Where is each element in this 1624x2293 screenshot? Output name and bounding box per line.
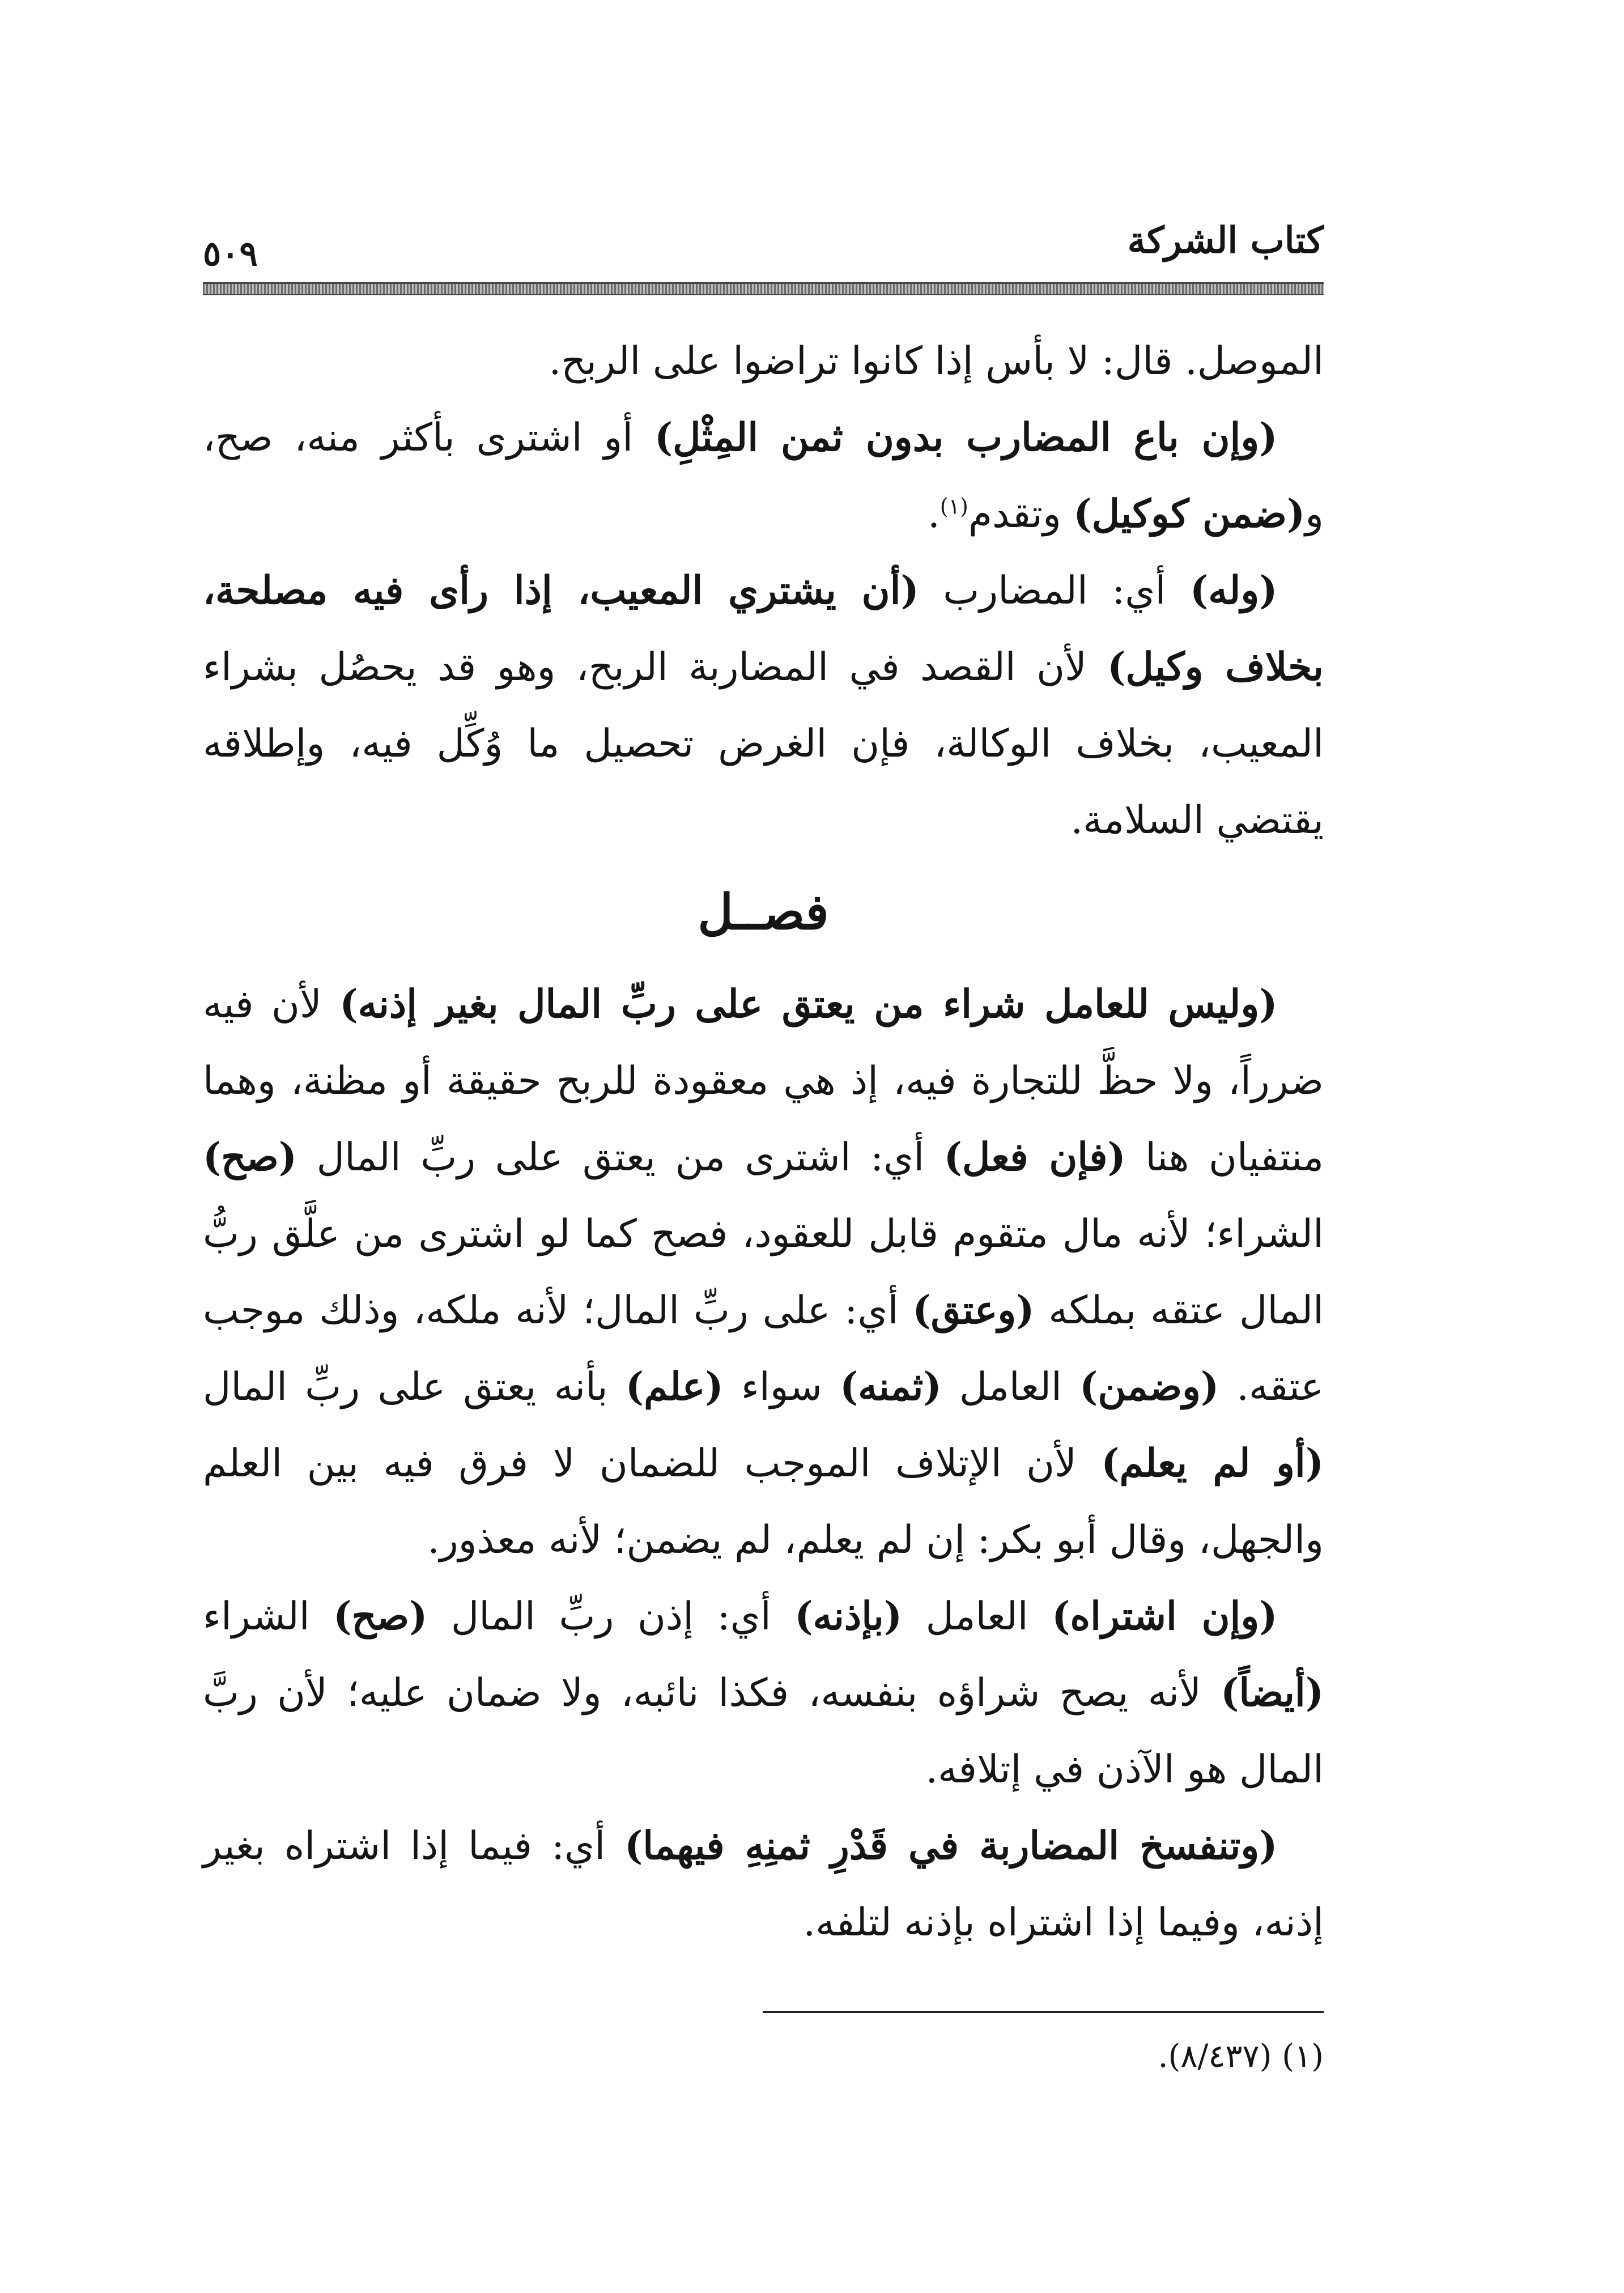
sharh-text: لأن القصد في المضاربة الربح، وهو قد يحصُل بشراء المعيب، بخلاف الوكالة، فإن الغرض تحصيل ما وُكِّل فيه، وإطلاقه يقتضي السلامة. [203, 645, 1324, 843]
matn-phrase: (وله) [1190, 568, 1278, 613]
matn-phrase: (علم) [625, 1364, 724, 1409]
sharh-text: . [928, 492, 940, 537]
footnote: (١) (٨/٤٣٧). [1158, 2038, 1324, 2075]
paragraph [203, 323, 1324, 400]
sharh-text: الشراء [203, 1594, 334, 1639]
matn-phrase: (أيضاً) [1221, 1670, 1324, 1715]
paragraph [203, 966, 1324, 1578]
matn-phrase: (بإذنه) [794, 1594, 903, 1639]
header-rule [203, 282, 1324, 295]
matn-phrase: (وليس للعامل شراء من يعتق على ربِّ المال بغير إذنه) [339, 982, 1278, 1027]
sharh-text: سواء [723, 1365, 840, 1409]
matn-phrase: (وإن اشتراه) [1052, 1594, 1278, 1639]
matn-phrase: (فإن فعل) [943, 1135, 1126, 1180]
matn-phrase: (وتنفسخ المضاربة في قَدْرِ ثمنِهِ فيهما) [624, 1823, 1278, 1869]
matn-phrase: (صح) [203, 1135, 297, 1180]
sharh-text: العامل [902, 1594, 1052, 1639]
matn-phrase: (أو لم يعلم) [1101, 1441, 1324, 1486]
running-header [203, 215, 1324, 274]
sharh-text: لأن الإتلاف الموجب للضمان لا فرق فيه بين العلم والجهل، وقال أبو بكر: إن لم يعلم، لم يضمن؛ لأنه معذور. [203, 1441, 1324, 1562]
paragraph [203, 553, 1324, 859]
matn-phrase: (ضمن كوكيل) [1073, 491, 1306, 537]
sharh-text: العامل [941, 1365, 1080, 1409]
sharh-text: أو اشترى بأكثر منه، صح، و [203, 415, 1324, 537]
body-text [203, 323, 1324, 1961]
book-title: كتاب الشركة [1127, 219, 1324, 262]
sharh-text: لأنه يصح شراؤه بنفسه، فكذا نائبه، ولا ضمان عليه؛ لأن ربَّ المال هو الآذن في إتلافه. [203, 1671, 1324, 1792]
sharh-text: وتقدم [968, 492, 1074, 537]
matn-phrase: (وإن باع المضارب بدون ثمن المِثْلِ) [654, 415, 1278, 460]
page-number: ٥٠٩ [203, 234, 258, 274]
matn-phrase: (ثمنه) [840, 1364, 942, 1409]
sharh-text: أي: اشترى من يعتق على ربِّ المال [296, 1135, 944, 1180]
matn-phrase: (وضمن) [1079, 1364, 1219, 1409]
sharh-text: أي: على ربِّ المال؛ لأنه ملكه، وذلك موجب عتقه. [203, 1288, 1324, 1409]
sharh-text: أي: المضارب [919, 568, 1191, 613]
sharh-text: أي: إذن ربِّ المال [427, 1594, 795, 1639]
matn-phrase: (أن يشتري المعيب، إذا رأى فيه مصلحة، بخلاف وكيل) [203, 568, 1324, 690]
paragraph [203, 1578, 1324, 1808]
matn-phrase: (صح) [333, 1594, 428, 1639]
paragraph-text: الموصل. قال: لا بأس إذا كانوا تراضوا على الربح. [549, 339, 1324, 384]
sharh-text: الشراء؛ لأنه مال متقوم قابل للعقود، فصح كما لو اشترى من علَّق ربُّ المال عتقه بملكه [203, 1212, 1324, 1333]
sharh-text: أي: فيما إذا اشتراه بغير إذنه، وفيما إذا اشتراه بإذنه لتلفه. [203, 1824, 1324, 1945]
matn-phrase: (وعتق) [912, 1288, 1035, 1333]
sharh-text: بأنه يعتق على ربِّ المال [203, 1365, 626, 1409]
footnote-rule [763, 2011, 1324, 2013]
paragraph [203, 1808, 1324, 1961]
footnote-ref[interactable]: (١) [939, 494, 968, 519]
paragraph [203, 400, 1324, 553]
section-heading: فصــل [698, 884, 829, 941]
sharh-text: لأن فيه ضرراً، ولا حظَّ للتجارة فيه، إذ هي معقودة للربح حقيقة أو مظنة، وهما منتفيان هنا [203, 982, 1324, 1180]
